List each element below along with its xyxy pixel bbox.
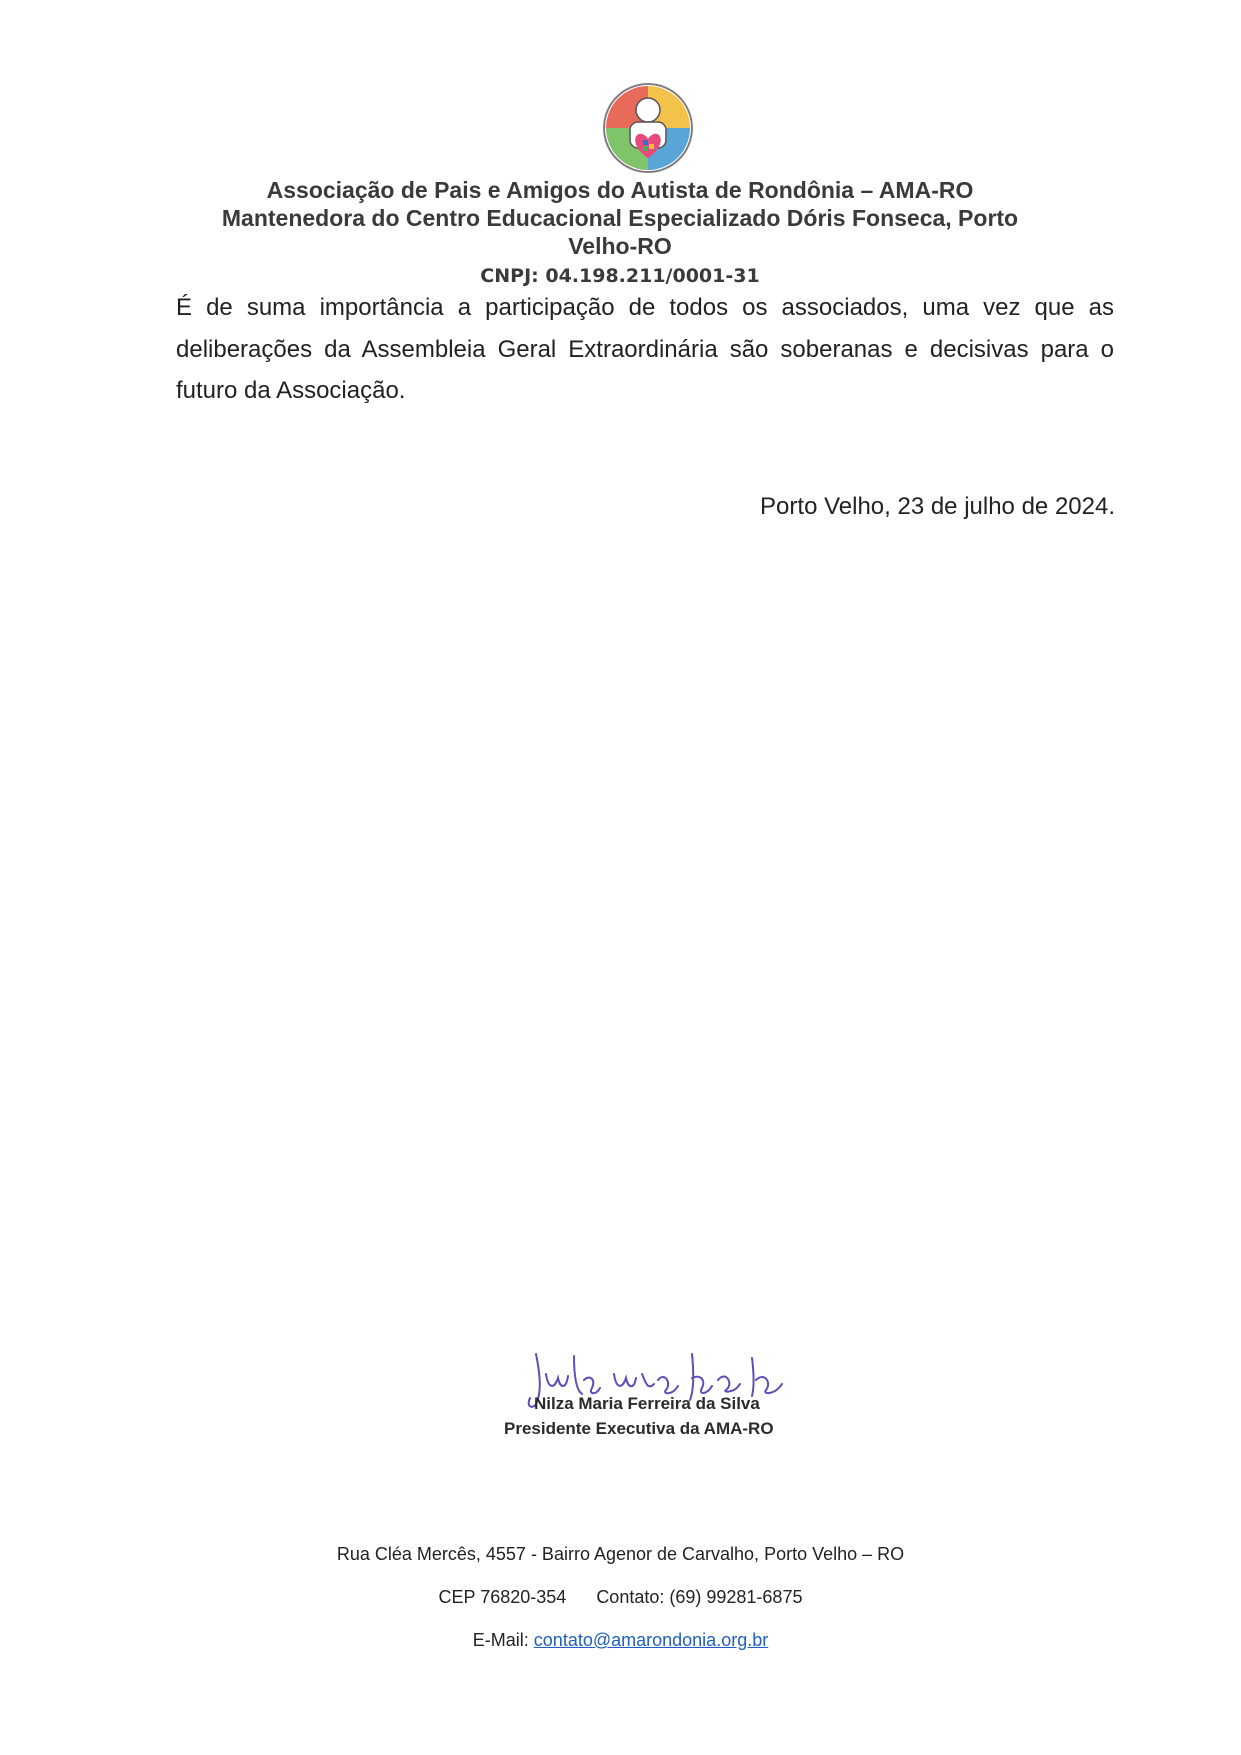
footer-contact-line (0, 1585, 1241, 1628)
signature-block (496, 1344, 826, 1464)
header-line-3: Velho-RO (568, 233, 672, 259)
footer-address: Rua Cléa Mercês, 4557 - Bairro Agenor de Carvalho, Porto Velho – RO (336, 1544, 905, 1564)
body-paragraph: É de suma importância a participação de todos os associados, uma vez que as deliberações da Assembleia Geral Extraordinária são soberanas e decisivas para o futuro da Associação. (176, 294, 1114, 404)
association-logo (600, 80, 696, 176)
signatory-name: Nilza Maria Ferreira da Silva (534, 1394, 760, 1413)
header-line-1: Associação de Pais e Amigos do Autista de Rondônia – AMA-RO (266, 177, 974, 203)
header-cnpj: CNPJ: 04.198.211/0001-31 (480, 265, 760, 287)
footer (0, 1542, 1241, 1671)
header-line-2: Mantenedora do Centro Educacional Especializado Dóris Fonseca, Porto (221, 205, 1019, 231)
letterhead (180, 176, 1060, 290)
footer-email-label: E-Mail: (472, 1630, 534, 1650)
footer-email-line (0, 1628, 1241, 1671)
footer-phone: Contato: (69) 99281-6875 (596, 1587, 803, 1607)
document-date: Porto Velho, 23 de julho de 2024. (760, 493, 1115, 520)
footer-email-link[interactable]: contato@amarondonia.org.br (533, 1630, 769, 1650)
footer-cep: CEP 76820-354 (438, 1587, 567, 1607)
signatory-role: Presidente Executiva da AMA-RO (504, 1419, 774, 1438)
